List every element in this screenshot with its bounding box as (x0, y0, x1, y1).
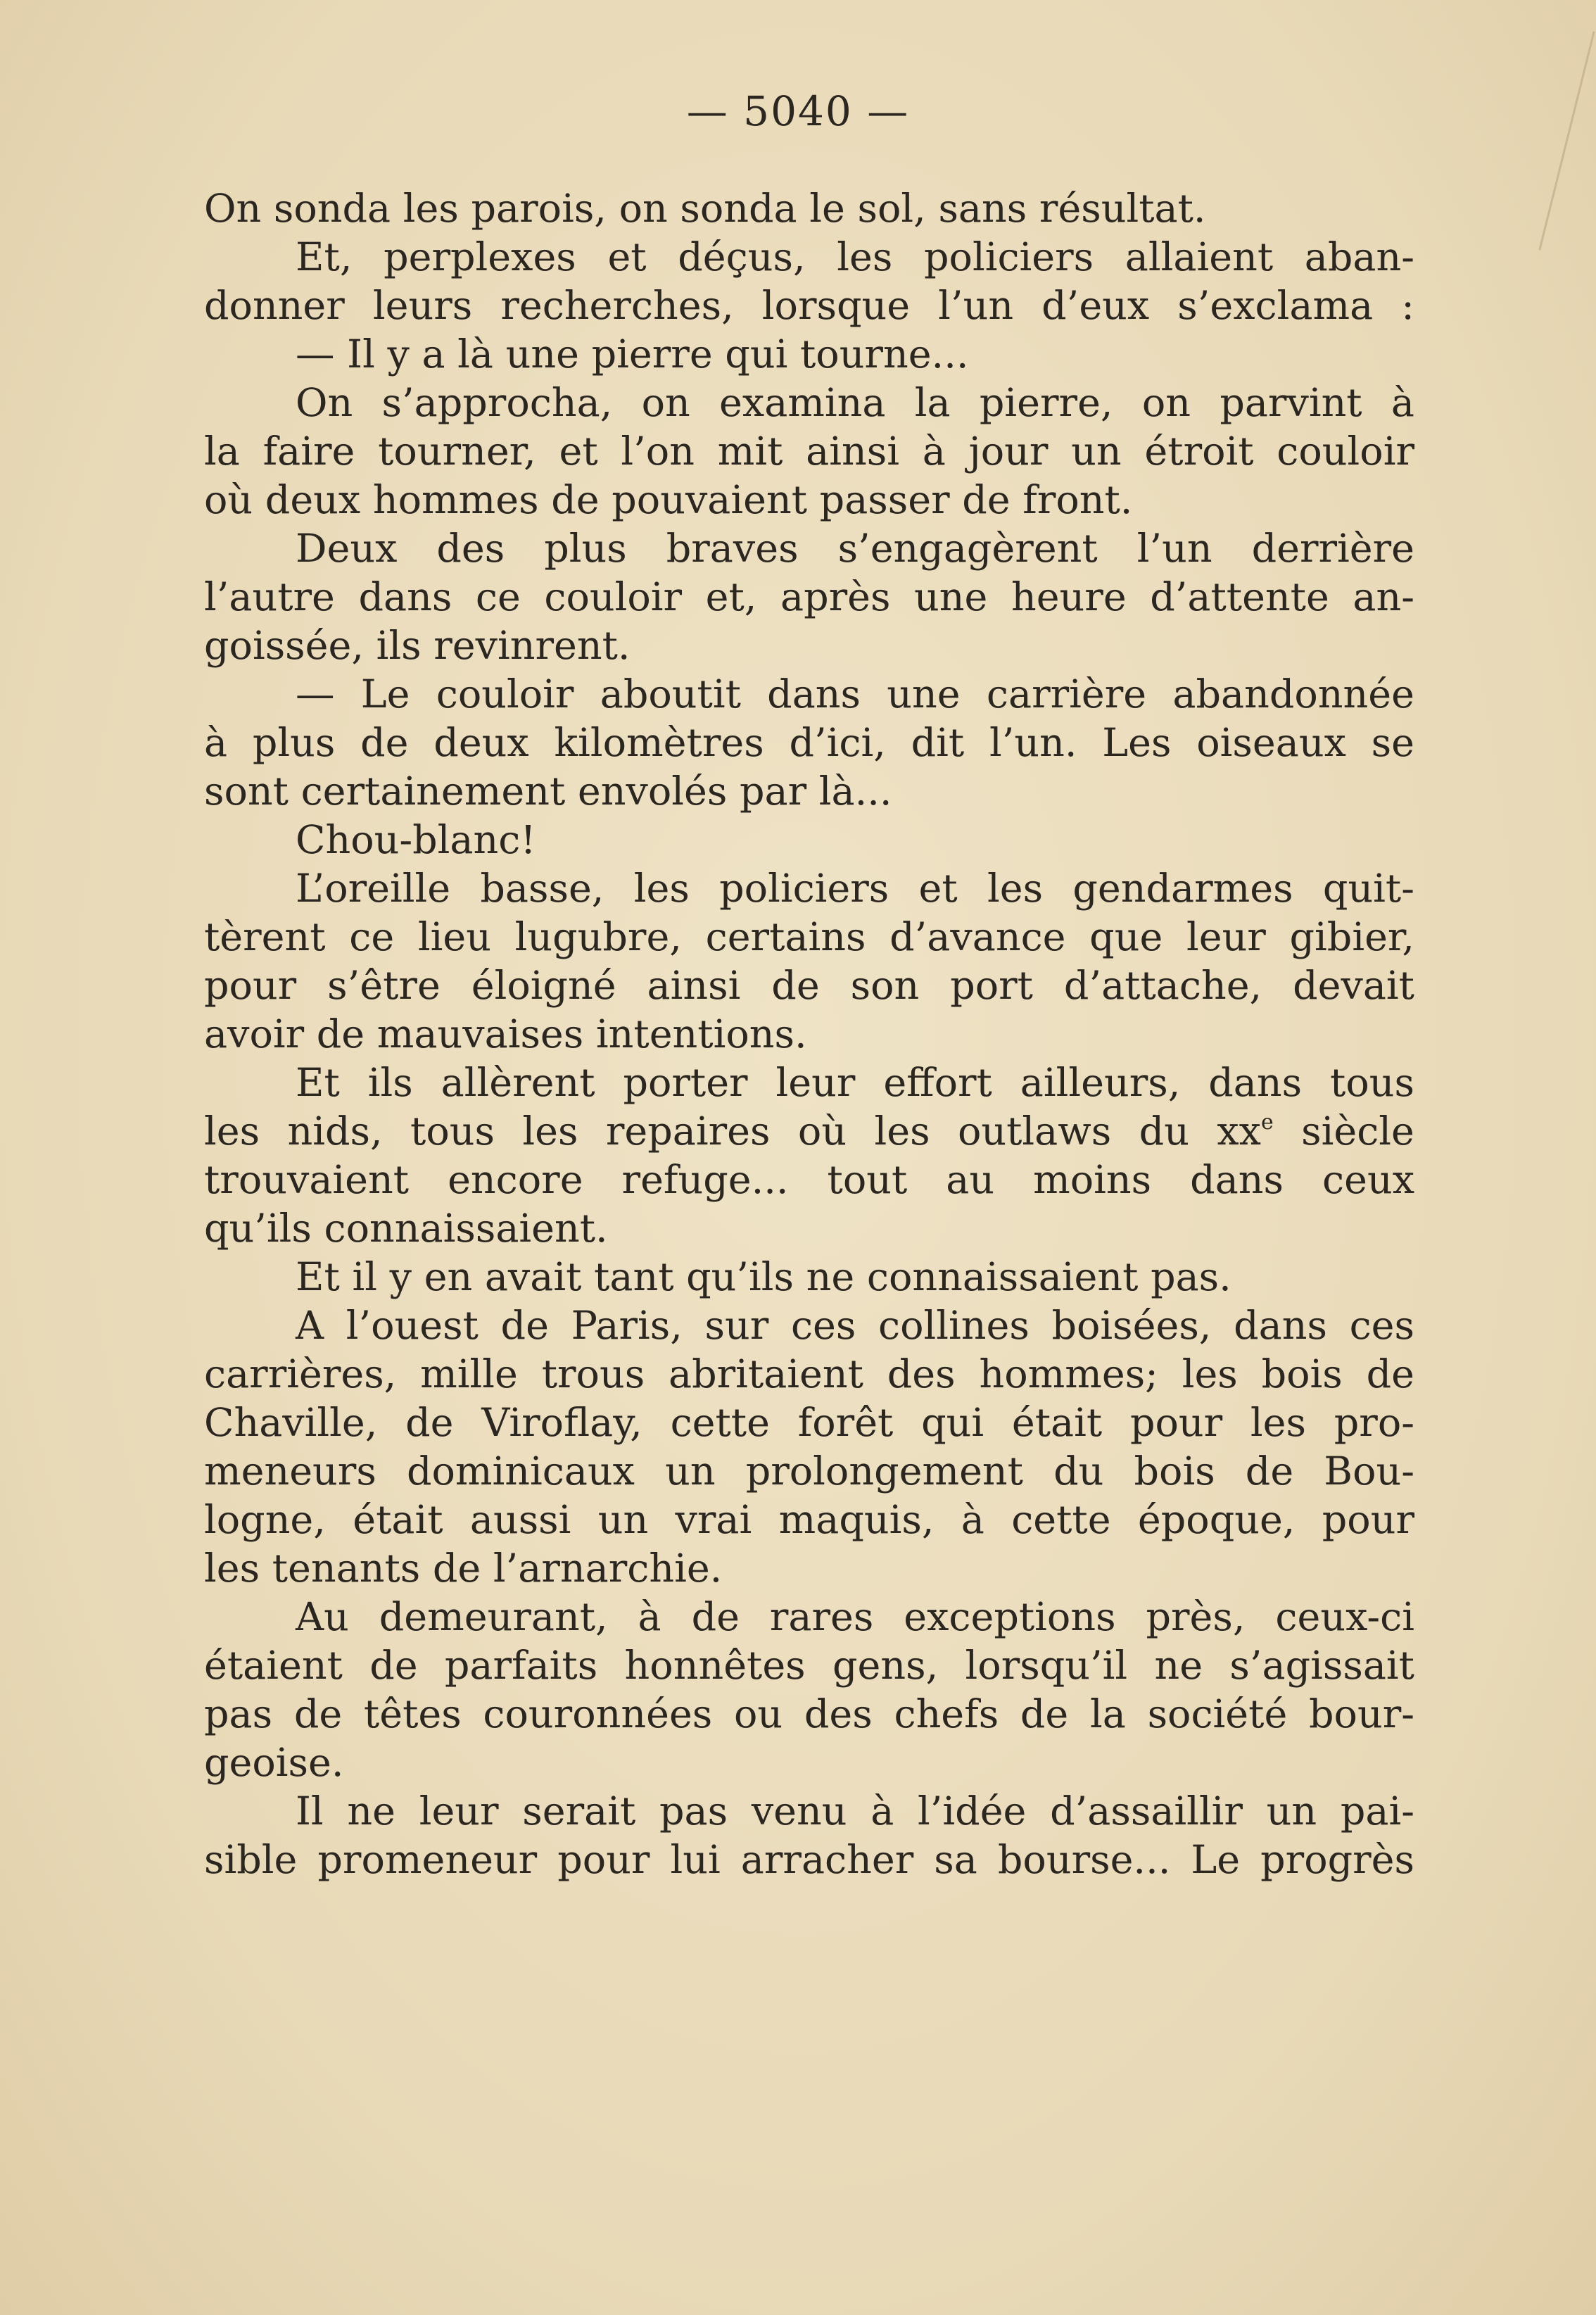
text-line-content: trouvaient encore refuge... tout au moins dans ceux (204, 1157, 1414, 1203)
text-line-content: Et il y en avait tant qu’ils ne connaissaient pas. (296, 1254, 1231, 1300)
ordinal-superscript: e (1260, 1110, 1274, 1135)
word: où (797, 1109, 847, 1154)
text-line-content: à plus de deux kilomètres d’ici, dit l’un. Les oiseaux se (204, 720, 1414, 766)
text-line (204, 330, 1414, 379)
text-line (204, 524, 1414, 573)
text-line (204, 476, 1414, 524)
text-line (204, 816, 1414, 864)
text-line-content: qu’ils connaissaient. (204, 1206, 608, 1251)
text-line-content: l’autre dans ce couloir et, après une heure d’attente an- (204, 574, 1414, 620)
text-line (204, 379, 1414, 427)
text-line-content: goissée, ils revinrent. (204, 623, 631, 669)
text-line-content: la faire tourner, et l’on mit ainsi à jour un étroit couloir (204, 429, 1414, 474)
text-line (204, 1787, 1414, 1836)
word: siècle (1301, 1109, 1414, 1154)
text-line-content: les tenants de l’arnarchie. (204, 1546, 723, 1591)
text-line (204, 1107, 1414, 1156)
word: tous (410, 1109, 495, 1154)
text-line (204, 670, 1414, 719)
text-line (204, 1010, 1414, 1059)
text-line (204, 1641, 1414, 1690)
text-line (204, 427, 1414, 476)
text-line-content: avoir de mauvaises intentions. (204, 1011, 807, 1057)
text-line (204, 913, 1414, 961)
text-line-content: meneurs dominicaux un prolongement du bois de Bou- (204, 1449, 1414, 1494)
word: les (204, 1109, 260, 1154)
text-line (204, 573, 1414, 622)
text-line (204, 719, 1414, 767)
text-line (204, 1836, 1414, 1884)
text-line-content: — Le couloir aboutit dans une carrière abandonnée (296, 671, 1414, 717)
text-line-content: où deux hommes de pouvaient passer de front. (204, 477, 1133, 523)
text-line-content: sont certainement envolés par là... (204, 769, 892, 814)
text-line-content: logne, était aussi un vrai maquis, à cette époque, pour (204, 1497, 1414, 1543)
text-line (204, 1739, 1414, 1787)
word: les (874, 1109, 930, 1154)
text-line (204, 1496, 1414, 1544)
word: les (522, 1109, 578, 1154)
text-line (204, 233, 1414, 282)
text-line (204, 1156, 1414, 1204)
text-line (204, 864, 1414, 913)
text-line (204, 1253, 1414, 1301)
text-line-content: Deux des plus braves s’engagèrent l’un derrière (296, 526, 1414, 572)
text-line-content: tèrent ce lieu lugubre, certains d’avance que leur gibier, (204, 914, 1414, 960)
text-line (204, 184, 1414, 233)
text-line (204, 1350, 1414, 1399)
text-line (204, 1059, 1414, 1107)
text-line-content: Il ne leur serait pas venu à l’idée d’assaillir un pai- (296, 1789, 1414, 1834)
page-number: — 5040 — (686, 87, 910, 135)
text-line-content: L’oreille basse, les policiers et les gendarmes quit- (296, 866, 1414, 912)
text-line-content: Chaville, de Viroflay, cette forêt qui était pour les pro- (204, 1400, 1414, 1446)
text-line-content: A l’ouest de Paris, sur ces collines boisées, dans ces (296, 1303, 1414, 1349)
text-line (204, 1593, 1414, 1641)
text-line-content: Chou-blanc! (296, 817, 536, 863)
text-line-content: étaient de parfaits honnêtes gens, lorsqu’il ne s’agissait (204, 1643, 1414, 1689)
text-line (204, 1399, 1414, 1447)
text-line-content: — Il y a là une pierre qui tourne... (296, 332, 969, 377)
text-line (204, 1301, 1414, 1350)
word: nids, (287, 1109, 383, 1154)
text-line-content: Au demeurant, à de rares exceptions près, ceux-ci (296, 1594, 1414, 1640)
text-line-content: Et ils allèrent porter leur effort ailleurs, dans tous (296, 1060, 1414, 1106)
page-edge-mark (1538, 31, 1595, 250)
text-line (204, 1204, 1414, 1253)
text-line (204, 282, 1414, 330)
text-line (204, 1690, 1414, 1739)
word: repaires (605, 1109, 771, 1154)
text-line (204, 767, 1414, 816)
text-line-content: pas de têtes couronnées ou des chefs de la société bour- (204, 1691, 1414, 1737)
text-line (204, 1447, 1414, 1496)
word: du (1139, 1109, 1189, 1154)
text-line-content: pour s’être éloigné ainsi de son port d’attache, devait (204, 963, 1414, 1009)
text-line-content: sible promeneur pour lui arracher sa bourse... Le progrès (204, 1837, 1414, 1883)
text-line-content: Et, perplexes et déçus, les policiers allaient aban- (296, 234, 1414, 280)
text-line (204, 622, 1414, 670)
word: outlaws (957, 1109, 1112, 1154)
text-line-content: donner leurs recherches, lorsque l’un d’eux s’exclama : (204, 283, 1414, 329)
text-line (204, 961, 1414, 1010)
body-text (204, 184, 1414, 1884)
text-line-content: On s’approcha, on examina la pierre, on parvint à (296, 380, 1414, 426)
text-line-content: geoise. (204, 1740, 344, 1786)
word: $xx^e$ (1217, 1109, 1274, 1154)
text-line (204, 1544, 1414, 1593)
text-line-content: On sonda les parois, on sonda le sol, sans résultat. (204, 186, 1206, 232)
text-line-content: carrières, mille trous abritaient des hommes; les bois de (204, 1351, 1414, 1397)
